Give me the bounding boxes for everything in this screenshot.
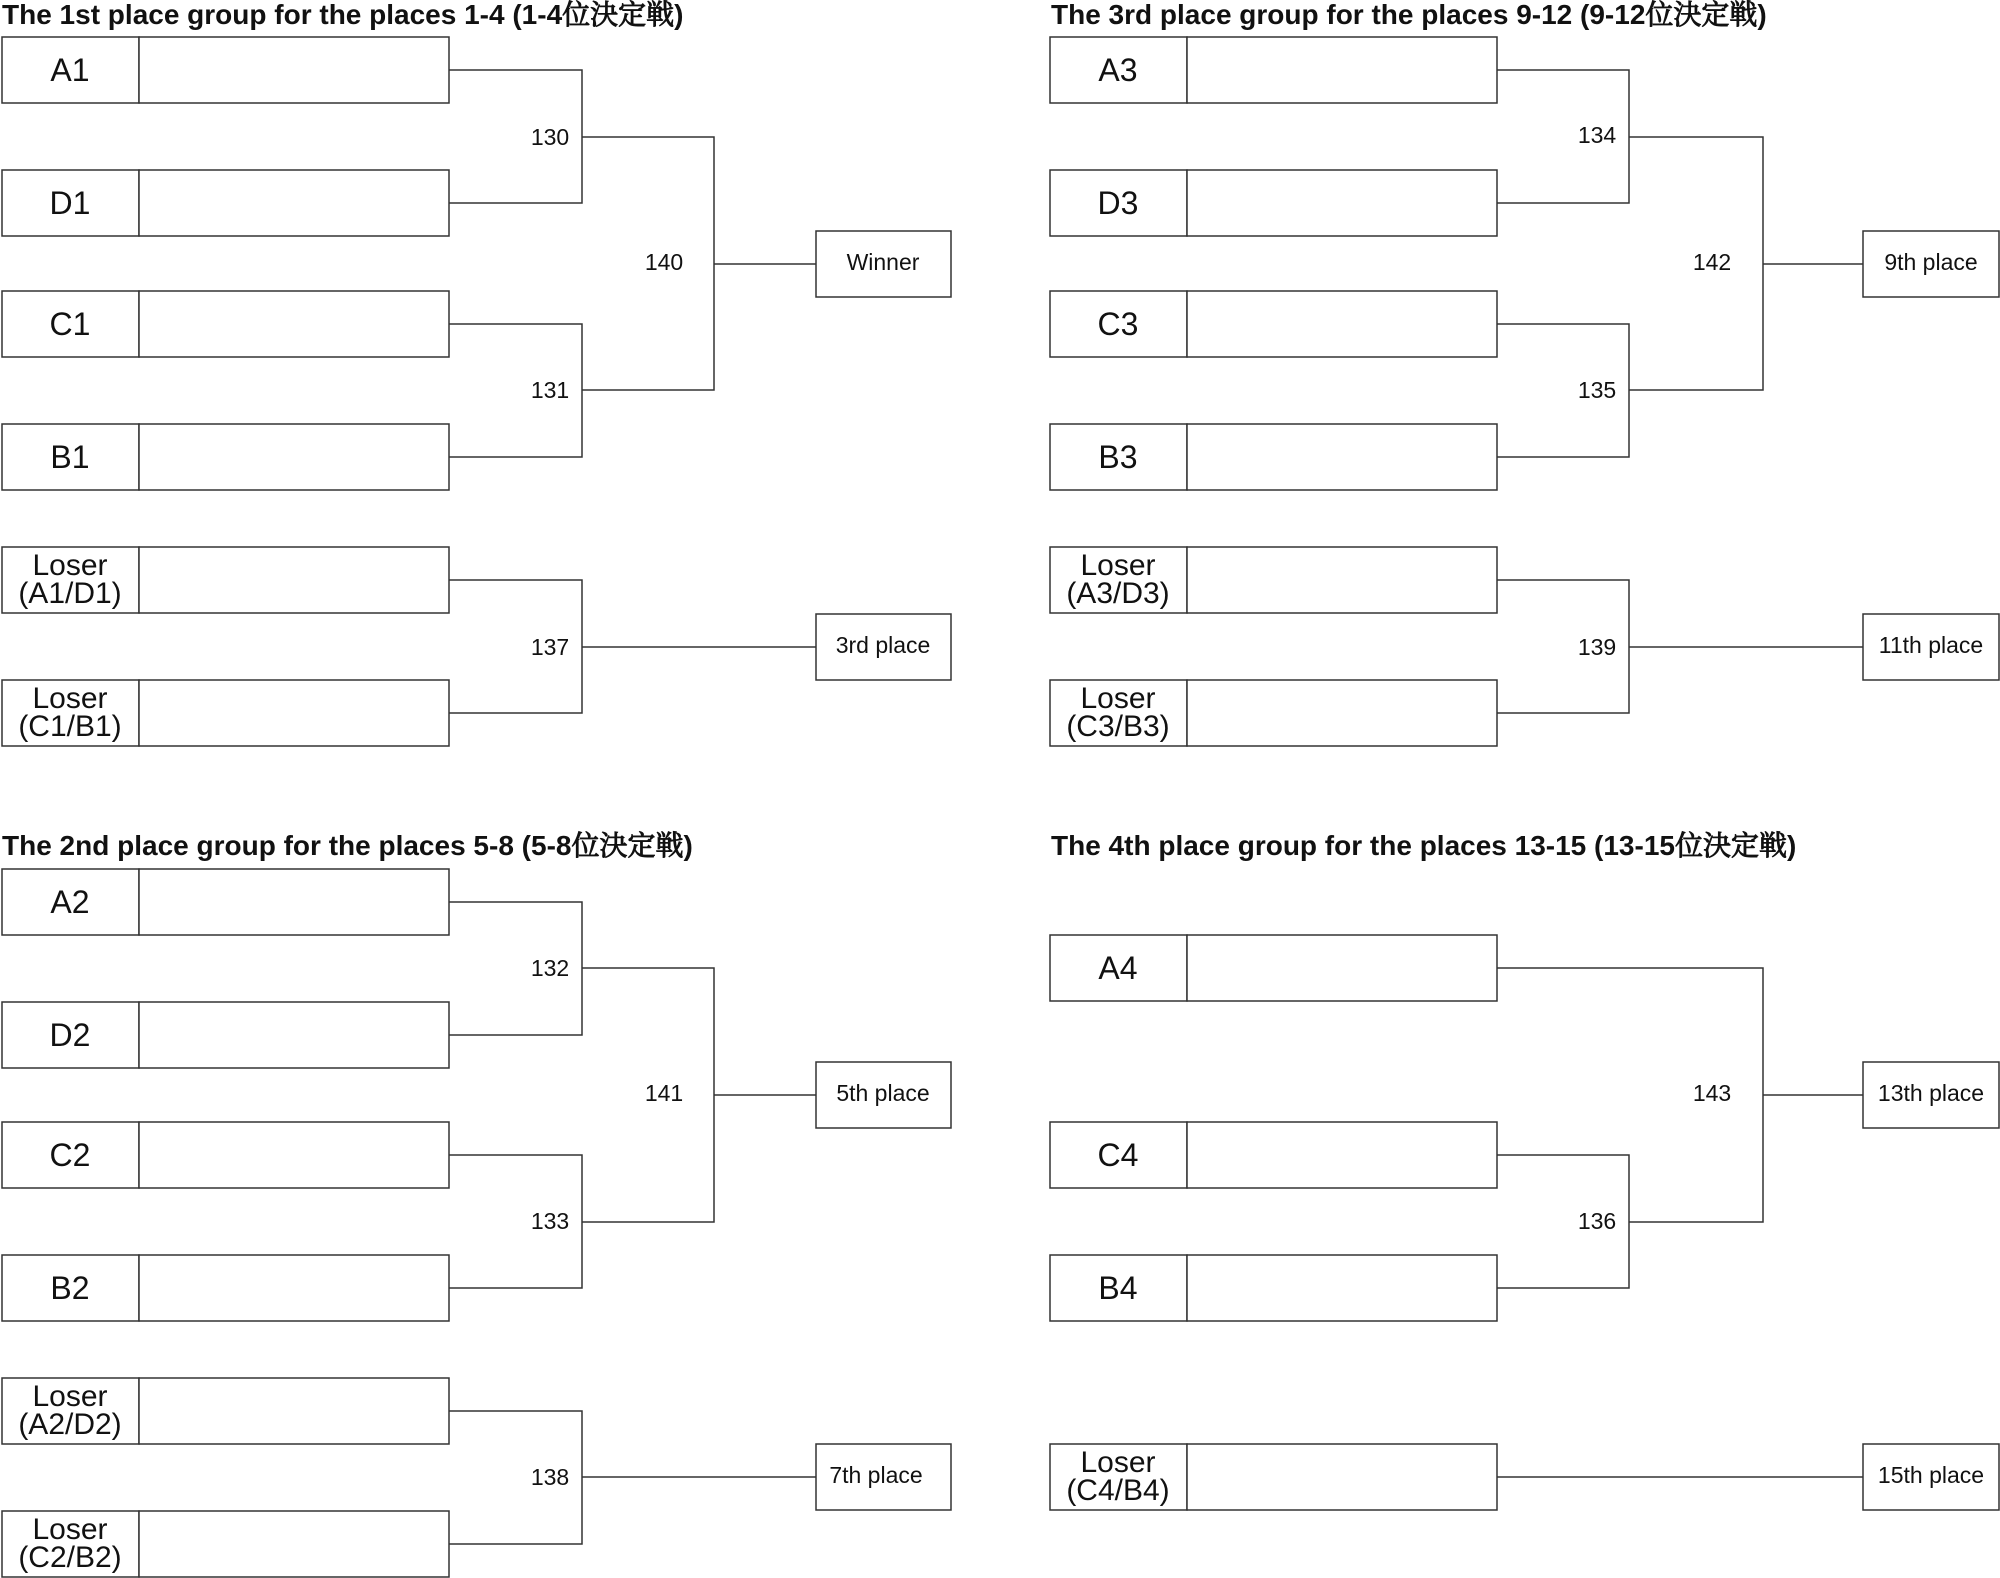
result-label: 3rd place: [835, 632, 931, 658]
team-seed: B4: [1098, 1270, 1138, 1306]
group-places-1-4: [2, 0, 951, 746]
match-number: 142: [1692, 249, 1732, 275]
team-entry-field[interactable]: [1187, 37, 1497, 103]
team-row: [2, 1002, 449, 1068]
match-number: 139: [1577, 634, 1617, 660]
loser-source: (A1/D1): [18, 577, 122, 610]
loser-source: (C1/B1): [18, 710, 122, 743]
result-label: 11th place: [1878, 632, 1984, 658]
team-row: [2, 170, 449, 236]
team-row: [1050, 424, 1497, 490]
team-entry-field[interactable]: [139, 1255, 449, 1321]
team-seed: D2: [49, 1017, 91, 1053]
match-number: 141: [644, 1080, 684, 1106]
team-row: [1050, 1444, 1497, 1510]
group-title: The 3rd place group for the places 9-12 (9-12位決定戦): [1051, 0, 1767, 30]
team-row: [2, 1122, 449, 1188]
loser-label: Loser: [32, 682, 108, 715]
result-label: Winner: [846, 249, 920, 275]
match-number: 134: [1577, 122, 1617, 148]
result-label: 15th place: [1877, 1462, 1985, 1488]
group-title: The 2nd place group for the places 5-8 (5-8位決定戦): [2, 830, 693, 861]
loser-label: Loser: [32, 1513, 108, 1546]
team-seed: A4: [1098, 950, 1138, 986]
loser-source: (C2/B2): [18, 1541, 122, 1574]
team-row: [2, 869, 449, 935]
team-entry-field[interactable]: [139, 1378, 449, 1444]
team-seed: B1: [50, 439, 90, 475]
team-seed: C3: [1097, 306, 1139, 342]
team-entry-field[interactable]: [1187, 935, 1497, 1001]
result-label: 9th place: [1884, 249, 1978, 275]
group-title: The 4th place group for the places 13-15 (13-15位決定戦): [1051, 830, 1797, 861]
match-number: 137: [530, 634, 570, 660]
team-entry-field[interactable]: [139, 1002, 449, 1068]
team-row: [2, 680, 449, 746]
result-label: 13th place: [1877, 1080, 1985, 1106]
team-row: [2, 1378, 449, 1444]
team-entry-field[interactable]: [1187, 424, 1497, 490]
team-row: [1050, 547, 1497, 613]
loser-source: (C4/B4): [1066, 1474, 1170, 1507]
group-title: The 1st place group for the places 1-4 (1-4位決定戦): [2, 0, 684, 30]
team-row: [1050, 1255, 1497, 1321]
loser-source: (A3/D3): [1066, 577, 1170, 610]
team-row: [1050, 291, 1497, 357]
team-seed: A2: [50, 884, 90, 920]
team-row: [2, 424, 449, 490]
loser-label: Loser: [1080, 1446, 1156, 1479]
team-seed: B3: [1098, 439, 1138, 475]
team-entry-field[interactable]: [139, 291, 449, 357]
match-number: 133: [530, 1208, 570, 1234]
team-entry-field[interactable]: [139, 1511, 449, 1577]
team-entry-field[interactable]: [139, 869, 449, 935]
team-seed: C1: [49, 306, 91, 342]
team-entry-field[interactable]: [1187, 291, 1497, 357]
team-row: [2, 1511, 449, 1577]
match-number: 131: [530, 377, 570, 403]
team-entry-field[interactable]: [139, 37, 449, 103]
loser-source: (C3/B3): [1066, 710, 1170, 743]
team-seed: C4: [1097, 1137, 1139, 1173]
team-seed: C2: [49, 1137, 91, 1173]
team-seed: B2: [50, 1270, 90, 1306]
team-row: [1050, 1122, 1497, 1188]
team-entry-field[interactable]: [139, 547, 449, 613]
match-number: 136: [1577, 1208, 1617, 1234]
match-number: 138: [530, 1464, 570, 1490]
team-entry-field[interactable]: [1187, 680, 1497, 746]
result-label: 7th place: [829, 1462, 923, 1488]
team-row: [1050, 680, 1497, 746]
team-entry-field[interactable]: [139, 170, 449, 236]
team-entry-field[interactable]: [139, 1122, 449, 1188]
result-label: 5th place: [836, 1080, 930, 1106]
team-entry-field[interactable]: [1187, 1122, 1497, 1188]
team-row: [2, 37, 449, 103]
team-row: [2, 547, 449, 613]
loser-label: Loser: [32, 1380, 108, 1413]
team-entry-field[interactable]: [139, 680, 449, 746]
match-number: 140: [644, 249, 684, 275]
team-seed: A1: [50, 52, 90, 88]
group-places-5-8: [2, 830, 951, 1577]
team-entry-field[interactable]: [1187, 1444, 1497, 1510]
team-entry-field[interactable]: [139, 424, 449, 490]
team-seed: A3: [1098, 52, 1138, 88]
team-entry-field[interactable]: [1187, 1255, 1497, 1321]
team-row: [1050, 170, 1497, 236]
team-row: [2, 1255, 449, 1321]
loser-label: Loser: [1080, 549, 1156, 582]
team-row: [1050, 935, 1497, 1001]
team-row: [2, 291, 449, 357]
loser-label: Loser: [32, 549, 108, 582]
team-entry-field[interactable]: [1187, 170, 1497, 236]
match-number: 143: [1692, 1080, 1732, 1106]
match-number: 130: [530, 124, 570, 150]
team-row: [1050, 37, 1497, 103]
group-places-13-15: [1050, 830, 1999, 1510]
match-number: 135: [1577, 377, 1617, 403]
group-places-9-12: [1050, 0, 1999, 746]
loser-label: Loser: [1080, 682, 1156, 715]
team-seed: D1: [49, 185, 91, 221]
loser-source: (A2/D2): [18, 1408, 122, 1441]
team-seed: D3: [1097, 185, 1139, 221]
team-entry-field[interactable]: [1187, 547, 1497, 613]
match-number: 132: [530, 955, 570, 981]
